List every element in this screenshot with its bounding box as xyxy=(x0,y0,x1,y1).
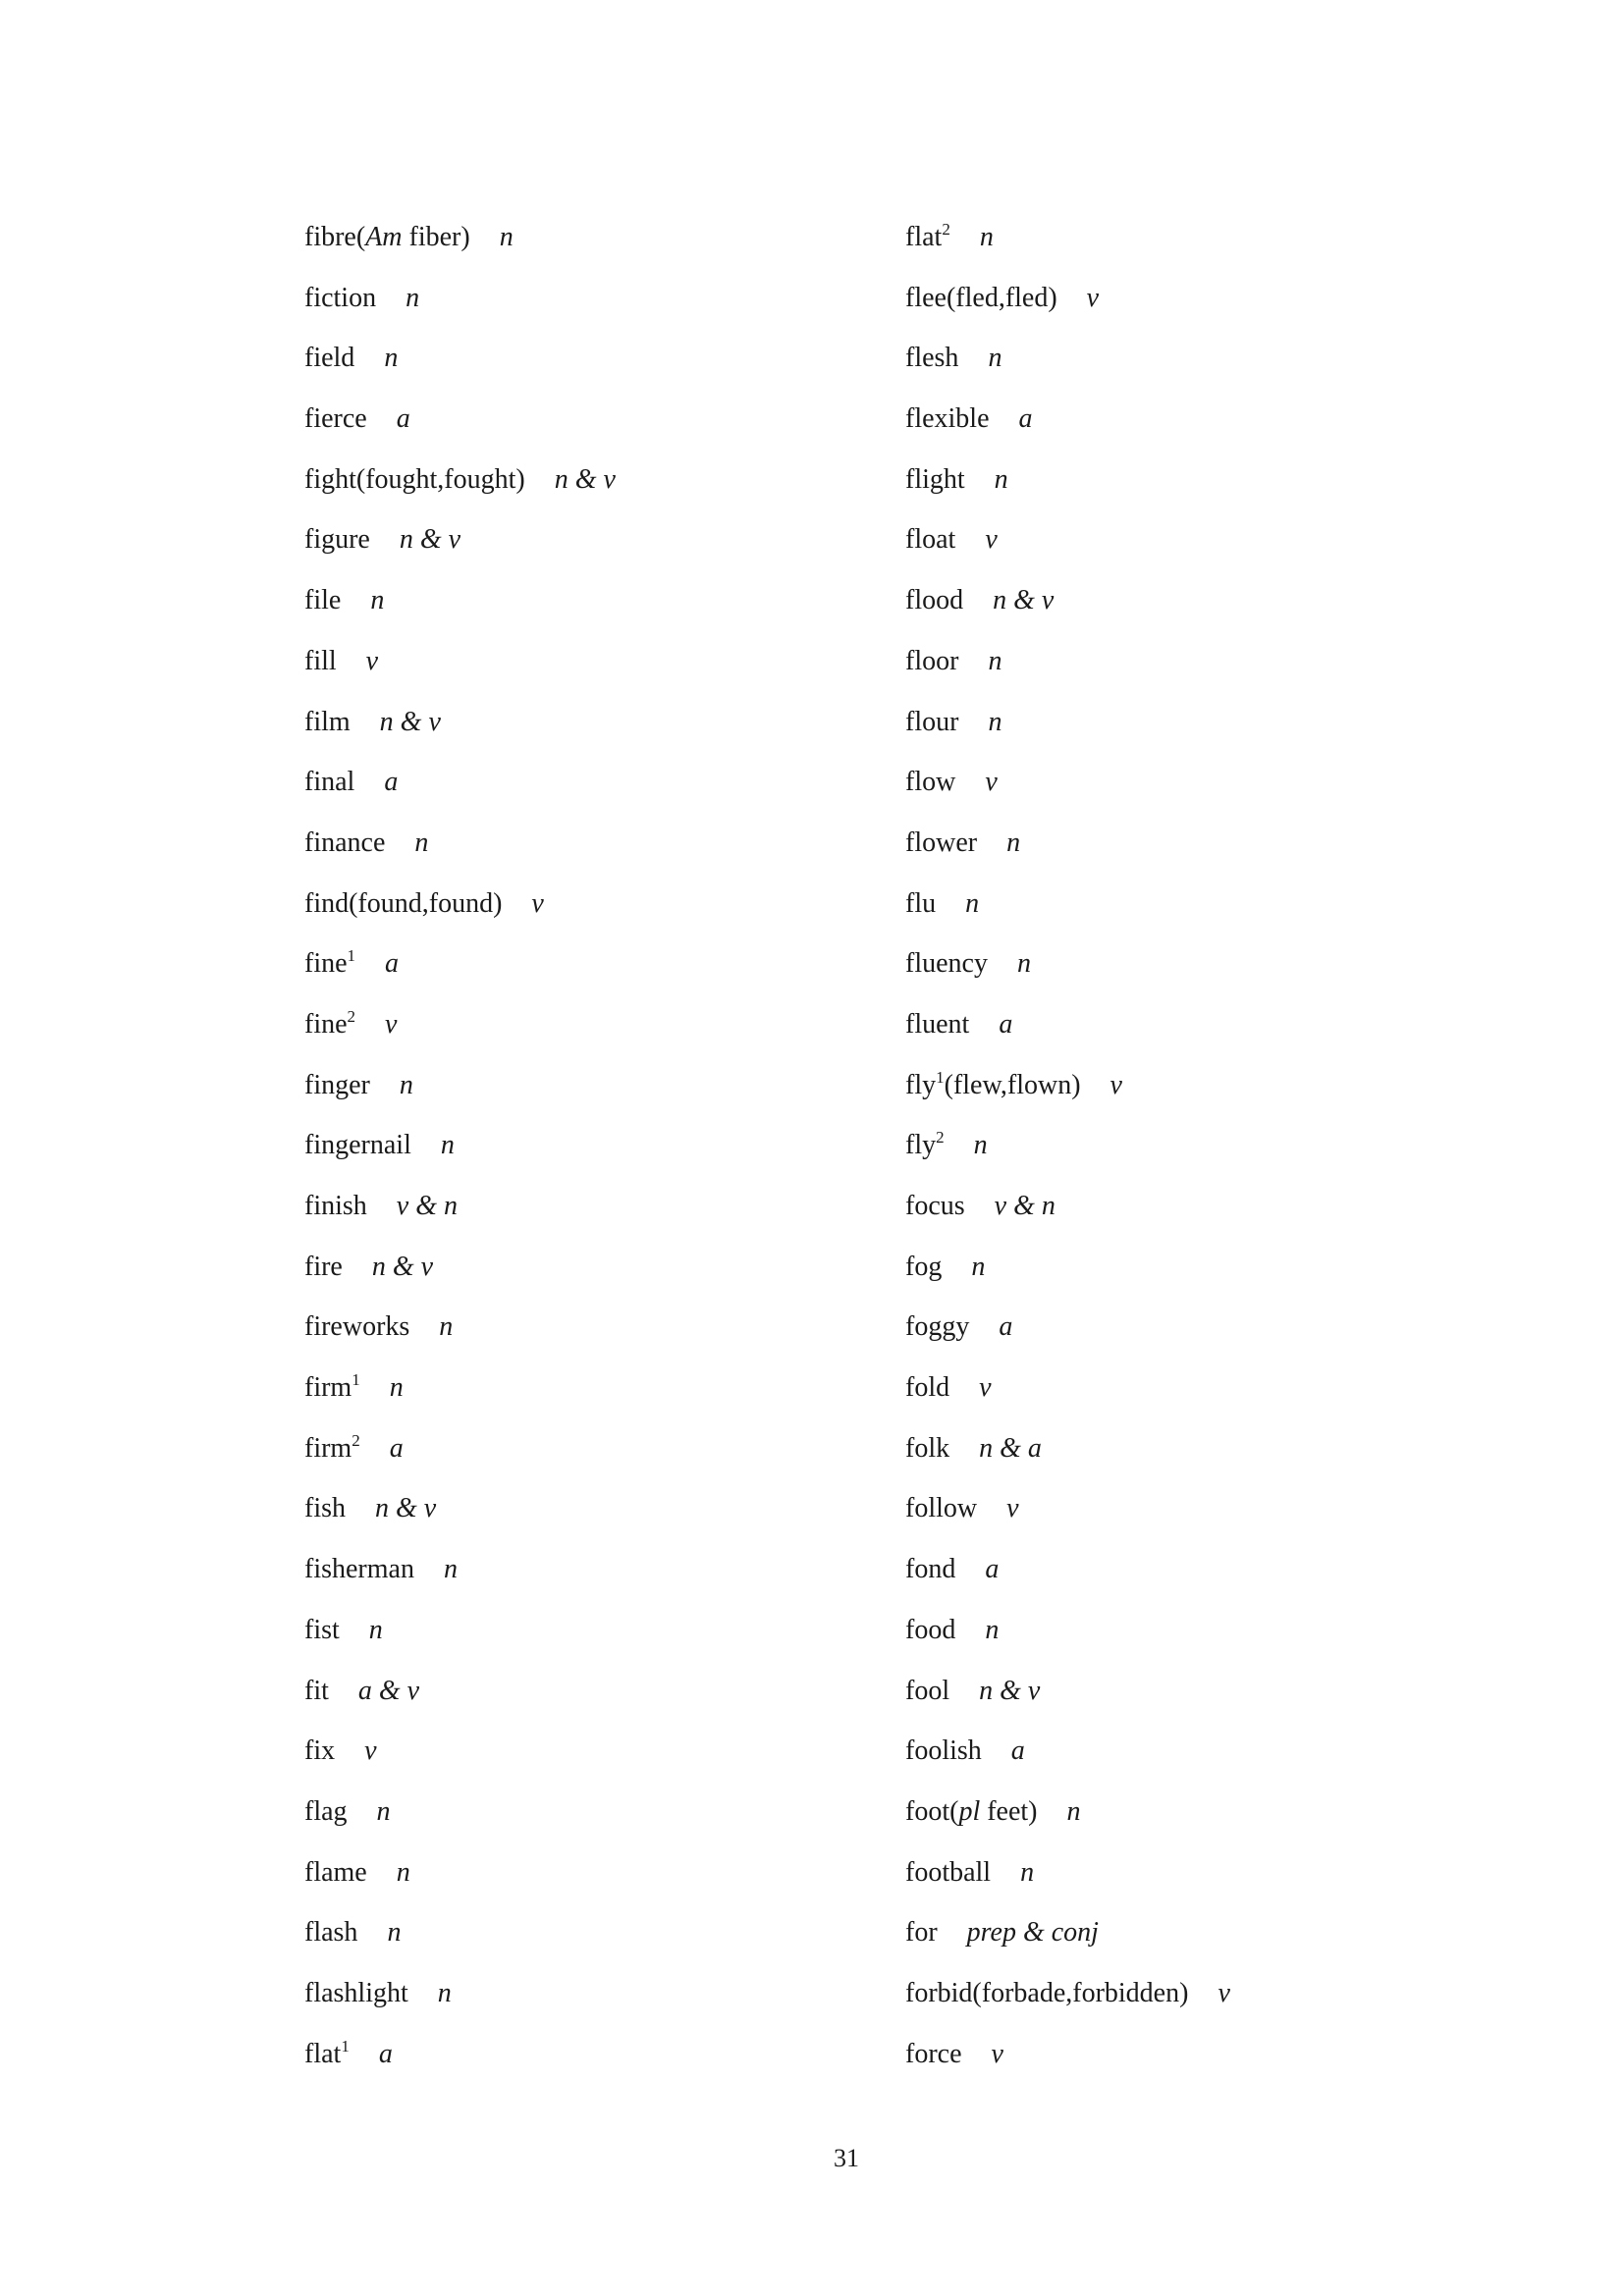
entry-headword xyxy=(905,1676,949,1706)
part-of-speech: v xyxy=(365,645,379,676)
dictionary-entry xyxy=(905,1907,1230,1968)
part-of-speech: n & v xyxy=(554,463,616,495)
entry-headword xyxy=(304,1252,343,1282)
dictionary-entry xyxy=(905,1302,1230,1362)
headword-text: football xyxy=(905,1856,992,1888)
part-of-speech: n & v xyxy=(371,1251,434,1282)
entry-headword xyxy=(905,343,958,373)
headword-text: finish xyxy=(304,1191,367,1221)
part-of-speech: a xyxy=(389,1432,404,1464)
part-of-speech: n xyxy=(1020,1856,1035,1888)
part-of-speech: n xyxy=(973,1130,988,1161)
entry-headword xyxy=(304,1796,348,1827)
homograph-number: 1 xyxy=(352,1370,360,1390)
part-of-speech: a xyxy=(999,1008,1013,1040)
headword-text: file xyxy=(304,585,342,616)
headword-text: fool xyxy=(905,1675,950,1706)
part-of-speech: a xyxy=(385,948,400,980)
headword-text: float xyxy=(905,524,956,556)
entry-headword xyxy=(304,767,354,797)
part-of-speech: a xyxy=(985,1554,1000,1585)
headword-text: fix xyxy=(304,1735,336,1767)
entry-headword xyxy=(304,646,337,676)
part-of-speech: n xyxy=(414,827,429,858)
part-of-speech: n xyxy=(376,1795,391,1827)
dictionary-entry xyxy=(304,454,616,515)
dictionary-entry xyxy=(304,1666,616,1727)
part-of-speech: n xyxy=(406,282,420,313)
headword-text: find(found,found) xyxy=(304,887,503,919)
homograph-number: 2 xyxy=(347,1006,356,1026)
dictionary-entry xyxy=(304,1726,616,1787)
headword-text: fly xyxy=(905,1130,937,1161)
dictionary-entry xyxy=(905,697,1230,758)
entry-headword xyxy=(905,1978,1188,2008)
headword-text: fierce xyxy=(304,403,367,435)
entry-headword xyxy=(905,585,963,615)
part-of-speech: n xyxy=(370,585,385,616)
homograph-number: 1 xyxy=(341,2036,350,2056)
headword-text: flat xyxy=(905,222,943,252)
entry-headword xyxy=(304,1493,346,1523)
dictionary-entry xyxy=(905,879,1230,939)
headword-text: foolish xyxy=(905,1735,982,1767)
headword-text: fold xyxy=(905,1372,950,1404)
dictionary-entry xyxy=(304,938,616,999)
part-of-speech: n xyxy=(1066,1795,1081,1827)
dictionary-entry xyxy=(304,1242,616,1303)
headword-text: flow xyxy=(905,767,956,798)
headword-text: food xyxy=(905,1614,956,1645)
entry-headword xyxy=(304,464,525,495)
dictionary-entry xyxy=(905,1605,1230,1666)
dictionary-entry xyxy=(905,1787,1230,1847)
entry-headword xyxy=(905,1735,982,1766)
part-of-speech: n xyxy=(971,1251,986,1282)
entry-headword xyxy=(304,1615,340,1645)
dictionary-entry xyxy=(304,273,616,334)
homograph-number: 1 xyxy=(936,1067,945,1087)
dictionary-entry xyxy=(905,1968,1230,2029)
entry-headword xyxy=(304,283,376,313)
dictionary-entry xyxy=(905,636,1230,697)
headword-text: flame xyxy=(304,1856,367,1888)
entry-headword xyxy=(304,1191,367,1221)
dictionary-entry xyxy=(304,212,616,273)
entry-headword xyxy=(304,828,385,858)
dictionary-entry xyxy=(905,1847,1230,1908)
part-of-speech: v xyxy=(1218,1977,1230,2008)
dictionary-entry xyxy=(304,1423,616,1484)
headword-text: fluency xyxy=(905,948,988,980)
dictionary-entry xyxy=(905,1060,1230,1121)
headword-text: firm xyxy=(304,1432,352,1464)
entry-headword xyxy=(304,222,470,252)
entry-headword xyxy=(304,1311,409,1342)
entry-headword xyxy=(905,1615,955,1645)
entry-headword xyxy=(304,585,341,615)
headword-text: flour xyxy=(905,706,959,737)
headword-text: fluent xyxy=(905,1008,970,1040)
dictionary-entry xyxy=(905,1242,1230,1303)
headword-text: flat xyxy=(304,2038,342,2069)
entry-headword xyxy=(905,888,936,919)
homograph-number: 2 xyxy=(352,1430,360,1450)
headword-text: fireworks xyxy=(304,1311,410,1343)
dictionary-entry xyxy=(304,1968,616,2029)
part-of-speech: n xyxy=(988,706,1002,737)
dictionary-entry xyxy=(304,2029,616,2090)
headword-text: flexible xyxy=(905,403,990,435)
headword-text: foggy xyxy=(905,1311,970,1343)
part-of-speech: n xyxy=(985,1614,1000,1645)
part-of-speech: v xyxy=(385,1008,398,1040)
right-column xyxy=(905,212,1230,2089)
entry-headword xyxy=(905,1067,1081,1100)
entry-headword xyxy=(905,1433,949,1464)
entry-headword xyxy=(304,1554,414,1584)
entry-headword xyxy=(905,283,1057,313)
entry-headword xyxy=(905,2039,962,2069)
headword-text: final xyxy=(304,767,355,798)
headword-text: flu xyxy=(905,887,937,919)
headword-text: fine xyxy=(304,1008,348,1040)
part-of-speech: v & n xyxy=(396,1191,458,1221)
dictionary-entry xyxy=(304,818,616,879)
dictionary-entry xyxy=(905,757,1230,818)
dictionary-entry xyxy=(304,1544,616,1605)
part-of-speech: n xyxy=(965,887,980,919)
part-of-speech: n xyxy=(439,1311,454,1343)
headword-text: focus xyxy=(905,1191,965,1221)
entry-headword xyxy=(905,464,965,495)
usage-label: pl xyxy=(958,1795,981,1827)
left-column xyxy=(304,212,616,2089)
entry-headword xyxy=(905,1191,965,1221)
headword-text: fog xyxy=(905,1251,943,1282)
part-of-speech: n xyxy=(368,1614,383,1645)
dictionary-entry xyxy=(304,1302,616,1362)
entry-headword xyxy=(304,1978,408,2008)
dictionary-entry xyxy=(905,1483,1230,1544)
headword-text: film xyxy=(304,706,351,737)
entry-headword xyxy=(905,1917,938,1948)
part-of-speech: v & n xyxy=(994,1191,1056,1221)
headword-text: fisherman xyxy=(304,1554,414,1585)
headword-text: flee(fled,fled) xyxy=(905,282,1057,313)
part-of-speech: a xyxy=(384,767,399,798)
part-of-speech: n xyxy=(988,343,1002,374)
dictionary-entry xyxy=(304,1907,616,1968)
part-of-speech: v xyxy=(531,887,544,919)
headword-text: finger xyxy=(304,1069,370,1100)
dictionary-entry xyxy=(905,575,1230,636)
headword-text: field xyxy=(304,343,355,374)
entry-headword xyxy=(304,343,354,373)
part-of-speech: n xyxy=(994,463,1008,495)
part-of-speech: a xyxy=(1018,403,1033,435)
headword-text: figure xyxy=(304,524,370,556)
headword-text: flesh xyxy=(905,343,959,374)
dictionary-entry xyxy=(905,1120,1230,1181)
entry-headword xyxy=(905,1372,949,1403)
headword-text: for xyxy=(905,1917,938,1949)
entry-headword xyxy=(304,1006,356,1040)
headword-text: fibre( xyxy=(304,222,366,252)
headword-text: fish xyxy=(304,1493,346,1524)
headword-text: forbid(forbade,forbidden) xyxy=(905,1977,1189,2008)
part-of-speech: n & v xyxy=(993,585,1055,616)
page-number: 31 xyxy=(834,2144,859,2172)
entry-headword xyxy=(905,1493,977,1523)
dictionary-entry xyxy=(304,1483,616,1544)
dictionary-entry xyxy=(304,757,616,818)
entry-headword xyxy=(304,1676,329,1706)
entry-headword xyxy=(905,1554,955,1584)
entry-headword xyxy=(905,1252,942,1282)
dictionary-entry xyxy=(304,697,616,758)
headword-text: flood xyxy=(905,585,964,616)
part-of-speech: a xyxy=(396,403,410,435)
dictionary-entry xyxy=(304,575,616,636)
entry-headword xyxy=(304,948,355,979)
headword-text: flower xyxy=(905,827,978,858)
entry-headword xyxy=(905,1009,969,1040)
usage-label: Am xyxy=(365,222,403,252)
part-of-speech: n xyxy=(1006,827,1021,858)
dictionary-entry xyxy=(905,938,1230,999)
entry-headword xyxy=(304,1735,335,1766)
headword-text: firm xyxy=(304,1372,352,1404)
part-of-speech: v xyxy=(364,1735,377,1767)
part-of-speech: v xyxy=(979,1372,992,1404)
headword-forms: feet) xyxy=(980,1795,1038,1827)
part-of-speech: n & v xyxy=(379,706,441,737)
entry-headword xyxy=(905,828,977,858)
entry-headword xyxy=(304,1857,367,1888)
dictionary-entry xyxy=(304,1181,616,1242)
part-of-speech: prep & conj xyxy=(966,1917,1099,1949)
part-of-speech: n & v xyxy=(375,1493,437,1524)
part-of-speech: v xyxy=(1006,1493,1019,1524)
homograph-number: 1 xyxy=(347,946,356,966)
headword-text: fly xyxy=(905,1069,937,1100)
headword-text: floor xyxy=(905,645,959,676)
part-of-speech: v xyxy=(991,2038,1003,2069)
dictionary-entry xyxy=(905,514,1230,575)
dictionary-entry xyxy=(905,1726,1230,1787)
part-of-speech: v xyxy=(985,524,998,556)
part-of-speech: n xyxy=(440,1130,455,1161)
headword-text: follow xyxy=(905,1493,978,1524)
dictionary-entry xyxy=(905,212,1230,273)
entry-headword xyxy=(304,888,502,919)
part-of-speech: n xyxy=(979,222,994,252)
part-of-speech: v xyxy=(985,767,998,798)
dictionary-entry xyxy=(905,2029,1230,2090)
headword-forms: fiber) xyxy=(402,222,470,252)
headword-text: finance xyxy=(304,827,386,858)
entry-headword xyxy=(304,2036,350,2069)
headword-text: fill xyxy=(304,645,337,676)
entry-headword xyxy=(905,1857,991,1888)
dictionary-entry xyxy=(905,1544,1230,1605)
dictionary-entry xyxy=(304,333,616,394)
entry-headword xyxy=(905,1311,969,1342)
dictionary-entry xyxy=(304,1787,616,1847)
headword-text: fine xyxy=(304,948,348,980)
homograph-number: 2 xyxy=(942,220,950,239)
part-of-speech: n xyxy=(384,343,399,374)
headword-text: fond xyxy=(905,1554,956,1585)
entry-headword xyxy=(304,1130,411,1160)
part-of-speech: a xyxy=(1010,1735,1025,1767)
part-of-speech: n xyxy=(399,1069,413,1100)
part-of-speech: n xyxy=(499,222,514,252)
part-of-speech: v xyxy=(1110,1069,1122,1100)
headword-text: flag xyxy=(304,1795,348,1827)
dictionary-entry xyxy=(304,636,616,697)
dictionary-entry xyxy=(905,1362,1230,1423)
part-of-speech: n & a xyxy=(979,1432,1042,1464)
dictionary-entry xyxy=(304,394,616,454)
part-of-speech: a & v xyxy=(357,1675,420,1706)
headword-text: fist xyxy=(304,1614,340,1645)
dictionary-entry xyxy=(304,1847,616,1908)
entry-headword xyxy=(905,403,990,434)
entry-headword xyxy=(304,1430,360,1464)
headword-text: flight xyxy=(905,463,965,495)
headword-text: force xyxy=(905,2038,962,2069)
part-of-speech: n & v xyxy=(399,524,461,556)
entry-headword xyxy=(905,767,955,797)
dictionary-entry xyxy=(304,1060,616,1121)
dictionary-entry xyxy=(905,454,1230,515)
headword-text: fit xyxy=(304,1675,329,1706)
entry-headword xyxy=(905,707,958,737)
dictionary-entry xyxy=(905,273,1230,334)
dictionary-entry xyxy=(905,999,1230,1060)
dictionary-entry xyxy=(304,1605,616,1666)
part-of-speech: n xyxy=(988,645,1002,676)
headword-text: fire xyxy=(304,1251,343,1282)
part-of-speech: a xyxy=(999,1311,1013,1343)
entry-headword xyxy=(905,222,950,252)
headword-text: flashlight xyxy=(304,1977,408,2008)
entry-headword xyxy=(905,1130,945,1160)
entry-headword xyxy=(304,1917,357,1948)
part-of-speech: n & v xyxy=(979,1675,1041,1706)
part-of-speech: n xyxy=(396,1856,410,1888)
dictionary-entry xyxy=(905,333,1230,394)
dictionary-entry xyxy=(304,1362,616,1423)
entry-headword xyxy=(304,403,367,434)
part-of-speech: v xyxy=(1086,282,1100,313)
dictionary-entry xyxy=(304,514,616,575)
part-of-speech: n xyxy=(437,1977,452,2008)
entry-headword xyxy=(905,524,955,555)
part-of-speech: a xyxy=(378,2038,393,2069)
dictionary-entry xyxy=(304,1120,616,1181)
homograph-number: 2 xyxy=(936,1128,945,1148)
part-of-speech: n xyxy=(389,1372,404,1404)
headword-text: fiction xyxy=(304,282,377,313)
headword-forms: (flew,flown) xyxy=(944,1069,1081,1100)
dictionary-entry xyxy=(905,818,1230,879)
dictionary-entry xyxy=(304,879,616,939)
entry-headword xyxy=(905,1796,1038,1827)
entry-headword xyxy=(304,1070,370,1100)
dictionary-entry xyxy=(905,394,1230,454)
part-of-speech: n xyxy=(1016,948,1031,980)
entry-headword xyxy=(304,707,351,737)
headword-text: flash xyxy=(304,1917,358,1949)
headword-text: fight(fought,fought) xyxy=(304,463,525,495)
dictionary-entry xyxy=(304,999,616,1060)
dictionary-entry xyxy=(905,1666,1230,1727)
entry-headword xyxy=(905,646,958,676)
headword-text: foot( xyxy=(905,1795,959,1827)
headword-text: fingernail xyxy=(304,1130,411,1161)
entry-headword xyxy=(304,524,370,555)
entry-headword xyxy=(304,1372,360,1403)
headword-text: folk xyxy=(905,1432,950,1464)
part-of-speech: n xyxy=(443,1554,458,1585)
dictionary-entry xyxy=(905,1181,1230,1242)
dictionary-entry xyxy=(905,1423,1230,1484)
entry-headword xyxy=(905,948,988,979)
part-of-speech: n xyxy=(387,1917,402,1949)
